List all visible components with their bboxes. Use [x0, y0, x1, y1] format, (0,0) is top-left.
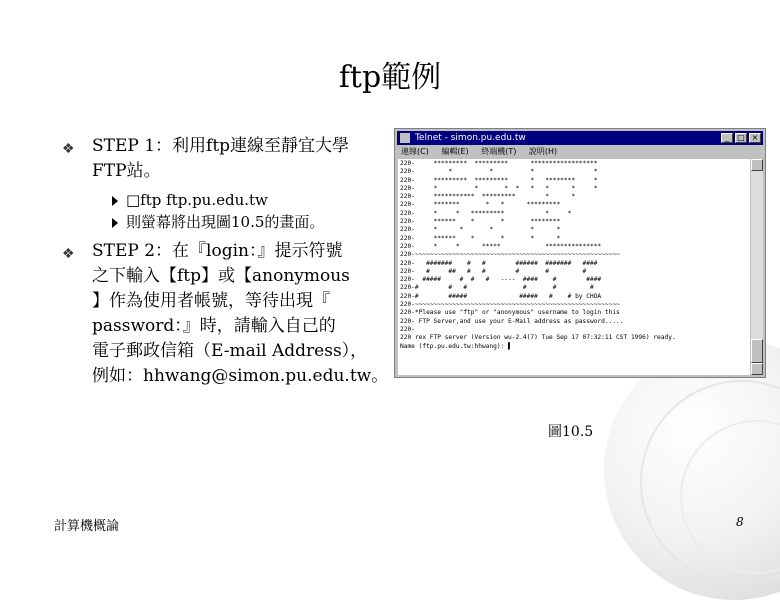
subitem-screen-note-text: 則螢幕將出現圖10.5的畫面。: [126, 213, 325, 231]
bullet-step-2: [92, 239, 388, 389]
bullet-step-1: [92, 134, 349, 184]
footer-course-name: 計算機概論: [54, 519, 120, 534]
telnet-titlebar[interactable]: [397, 131, 763, 145]
triangle-bullet-icon: [112, 196, 118, 206]
vertical-scrollbar[interactable]: [751, 159, 763, 375]
telnet-menubar: [397, 146, 763, 158]
minimize-icon[interactable]: _: [721, 133, 733, 143]
scroll-thumb[interactable]: [751, 339, 763, 363]
telnet-app-icon[interactable]: [400, 133, 410, 143]
telnet-window: [394, 128, 766, 378]
bullet-step-2-line4: password：』時，請輸入自己的: [92, 316, 336, 336]
bullet-diamond-icon: ❖: [62, 141, 75, 157]
menu-edit[interactable]: 編輯(E): [441, 147, 469, 156]
bullet-step-1-line1: STEP 1：利用ftp連線至靜宜大學: [92, 136, 350, 156]
menu-connect[interactable]: 連線(C): [401, 147, 429, 156]
bullet-step-2-line1: STEP 2：在『login：』提示符號: [92, 241, 343, 261]
bullet-step-2-line5: 電子郵政信箱（E-mail Address），: [92, 341, 368, 361]
bullet-step-2-line6: 例如：hhwang@simon.pu.edu.tw。: [92, 366, 389, 386]
menu-help[interactable]: 說明(H): [528, 147, 558, 156]
scroll-down-icon[interactable]: [751, 363, 763, 375]
terminal-text: 220- ********* ********* ****************** 220- * * * * 220- ********* ********* * ******** * 220- * * * * * * * * 220- *********** ********* * * 220- ******* * * ********* 220- * * ********* * * 220- ****** * * ******** 220- * * * * * 220- ****** * * * * 220- * * ***** *************** 220-~~~~~~~~~~~~~~~~~~~~~~~~~~~~~~~~~~~~~~~~~~~~~~~~~~~~~~~ 220- ####### # # ###### ####### #### 220- # ## # # # # # 220- ##### # # # ---- #### # #### 220-# # # # # # 220-# ##### ##### # # by CHOA 220-~~~~~~~~~~~~~~~~~~~~~~~~~~~~~~~~~~~~~~~~~~~~~~~~~~~~~~~ 220-*Please use "ftp" or "anonymous" username to login this 220- FTP Server,and use your E-Mail address as password..... 220- 220 rex FTP server (Version wu-2.4(7) Tue Sep 17 07:32:11 CST 1996) ready. Name (ftp.pu.edu.tw:hhwang): ▌: [400, 160, 676, 350]
bullet-step-2-line2: 之下輸入【ftp】或【anonymous: [92, 266, 350, 286]
page-number: 8: [736, 515, 744, 529]
maximize-icon[interactable]: □: [735, 133, 747, 143]
scroll-up-icon[interactable]: [751, 159, 763, 171]
triangle-bullet-icon: [112, 218, 118, 228]
subitem-screen-note: [112, 211, 324, 233]
slide-title: ftp範例: [338, 60, 442, 95]
bullet-step-2-line3: 】作為使用者帳號，等待出現『: [92, 291, 330, 311]
bullet-diamond-icon: ❖: [62, 246, 75, 262]
subitem-ftp-command-text: □ftp ftp.pu.edu.tw: [126, 191, 268, 209]
close-icon[interactable]: ×: [749, 133, 761, 143]
figure-caption: 圖10.5: [548, 424, 594, 440]
bullet-step-1-line2: FTP站。: [92, 161, 161, 181]
telnet-window-title: Telnet - simon.pu.edu.tw: [415, 133, 526, 143]
subitem-ftp-command: [112, 189, 268, 211]
terminal-output[interactable]: [398, 159, 750, 375]
menu-terminal[interactable]: 終端機(T): [481, 147, 517, 156]
